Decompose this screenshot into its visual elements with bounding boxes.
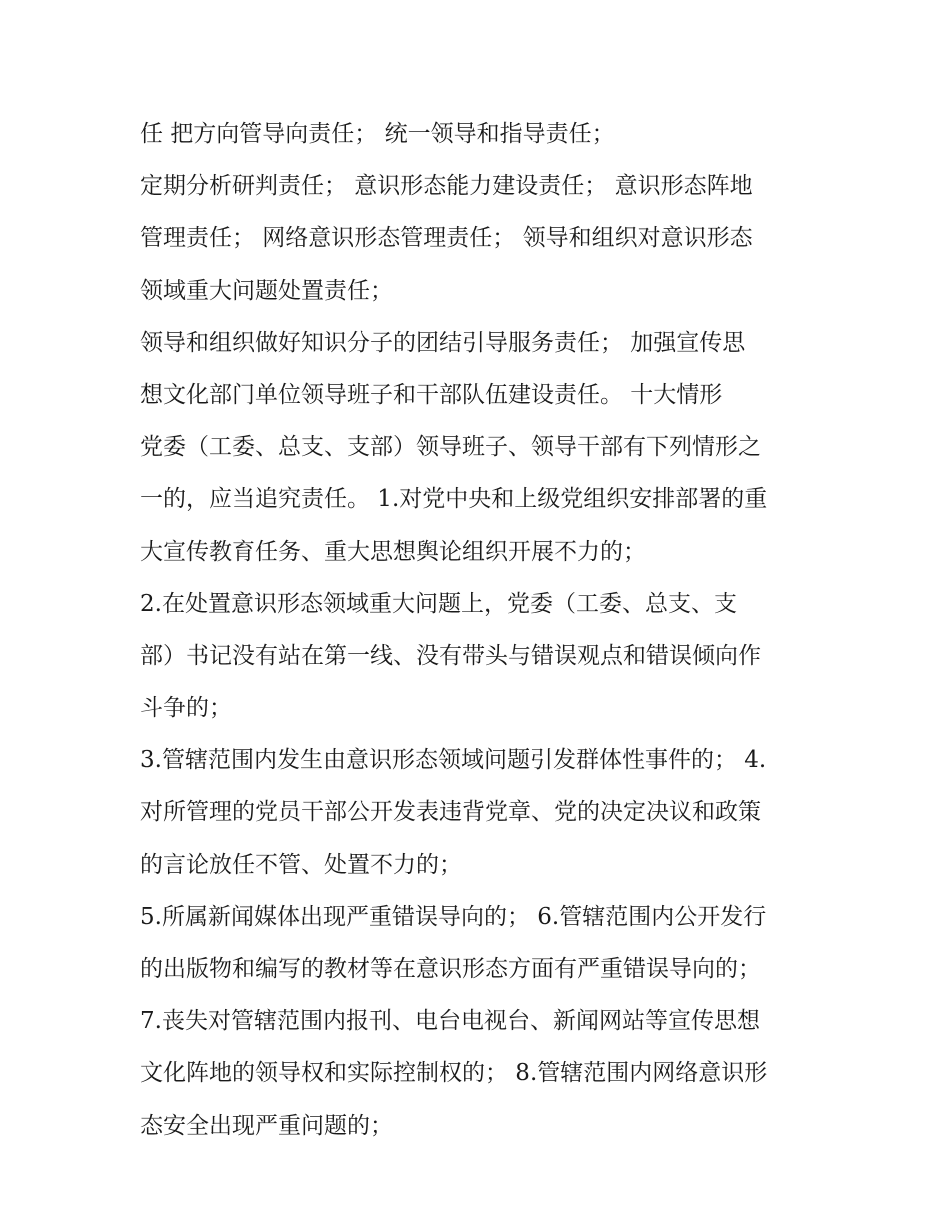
text-line: 的出版物和编写的教材等在意识形态方面有严重错误导向的； — [140, 956, 761, 982]
body-text — [140, 108, 830, 1152]
text-line: 一的，应当追究责任。 1.对党中央和上级党组织安排部署的重 — [140, 486, 768, 513]
text-line: 态安全出现严重问题的； — [140, 1112, 393, 1139]
text-line: 3.管辖范围内发生由意识形态领域问题引发群体性事件的； 4. — [140, 747, 767, 774]
text-line: 2.在处置意识形态领域重大问题上，党委（工委、总支、支 — [140, 590, 737, 617]
text-line: 文化阵地的领导权和实际控制权的； 8.管辖范围内网络意识形 — [140, 1060, 768, 1087]
text-line: 对所管理的党员干部公开发表违背党章、党的决定决议和政策 — [140, 799, 761, 826]
text-line: 任 把方向管导向责任； 统一领导和指导责任； — [140, 121, 615, 147]
text-line: 5.所属新闻媒体出现严重错误导向的； 6.管辖范围内公开发行 — [140, 903, 767, 930]
text-line: 定期分析研判责任； 意识形态能力建设责任； 意识形态阵地 — [140, 173, 753, 200]
text-line: 管理责任； 网络意识形态管理责任； 领导和组织对意识形态 — [140, 225, 753, 252]
text-line: 想文化部门单位领导班子和干部队伍建设责任。 十大情形 — [140, 381, 723, 408]
text-line: 7.丧失对管辖范围内报刊、电台电视台、新闻网站等宣传思想 — [140, 1008, 760, 1035]
text-line: 大宣传教育任务、重大思想舆论组织开展不力的； — [140, 538, 646, 565]
text-line: 斗争的； — [140, 695, 232, 722]
text-line: 的言论放任不管、处置不力的； — [140, 851, 462, 878]
text-line: 领域重大问题处置责任； — [140, 277, 393, 304]
text-line: 领导和组织做好知识分子的团结引导服务责任； 加强宣传思 — [140, 329, 746, 356]
text-line: 部）书记没有站在第一线、没有带头与错误观点和错误倾向作 — [140, 642, 761, 669]
text-line: 党委（工委、总支、支部）领导班子、领导干部有下列情形之 — [140, 434, 761, 461]
